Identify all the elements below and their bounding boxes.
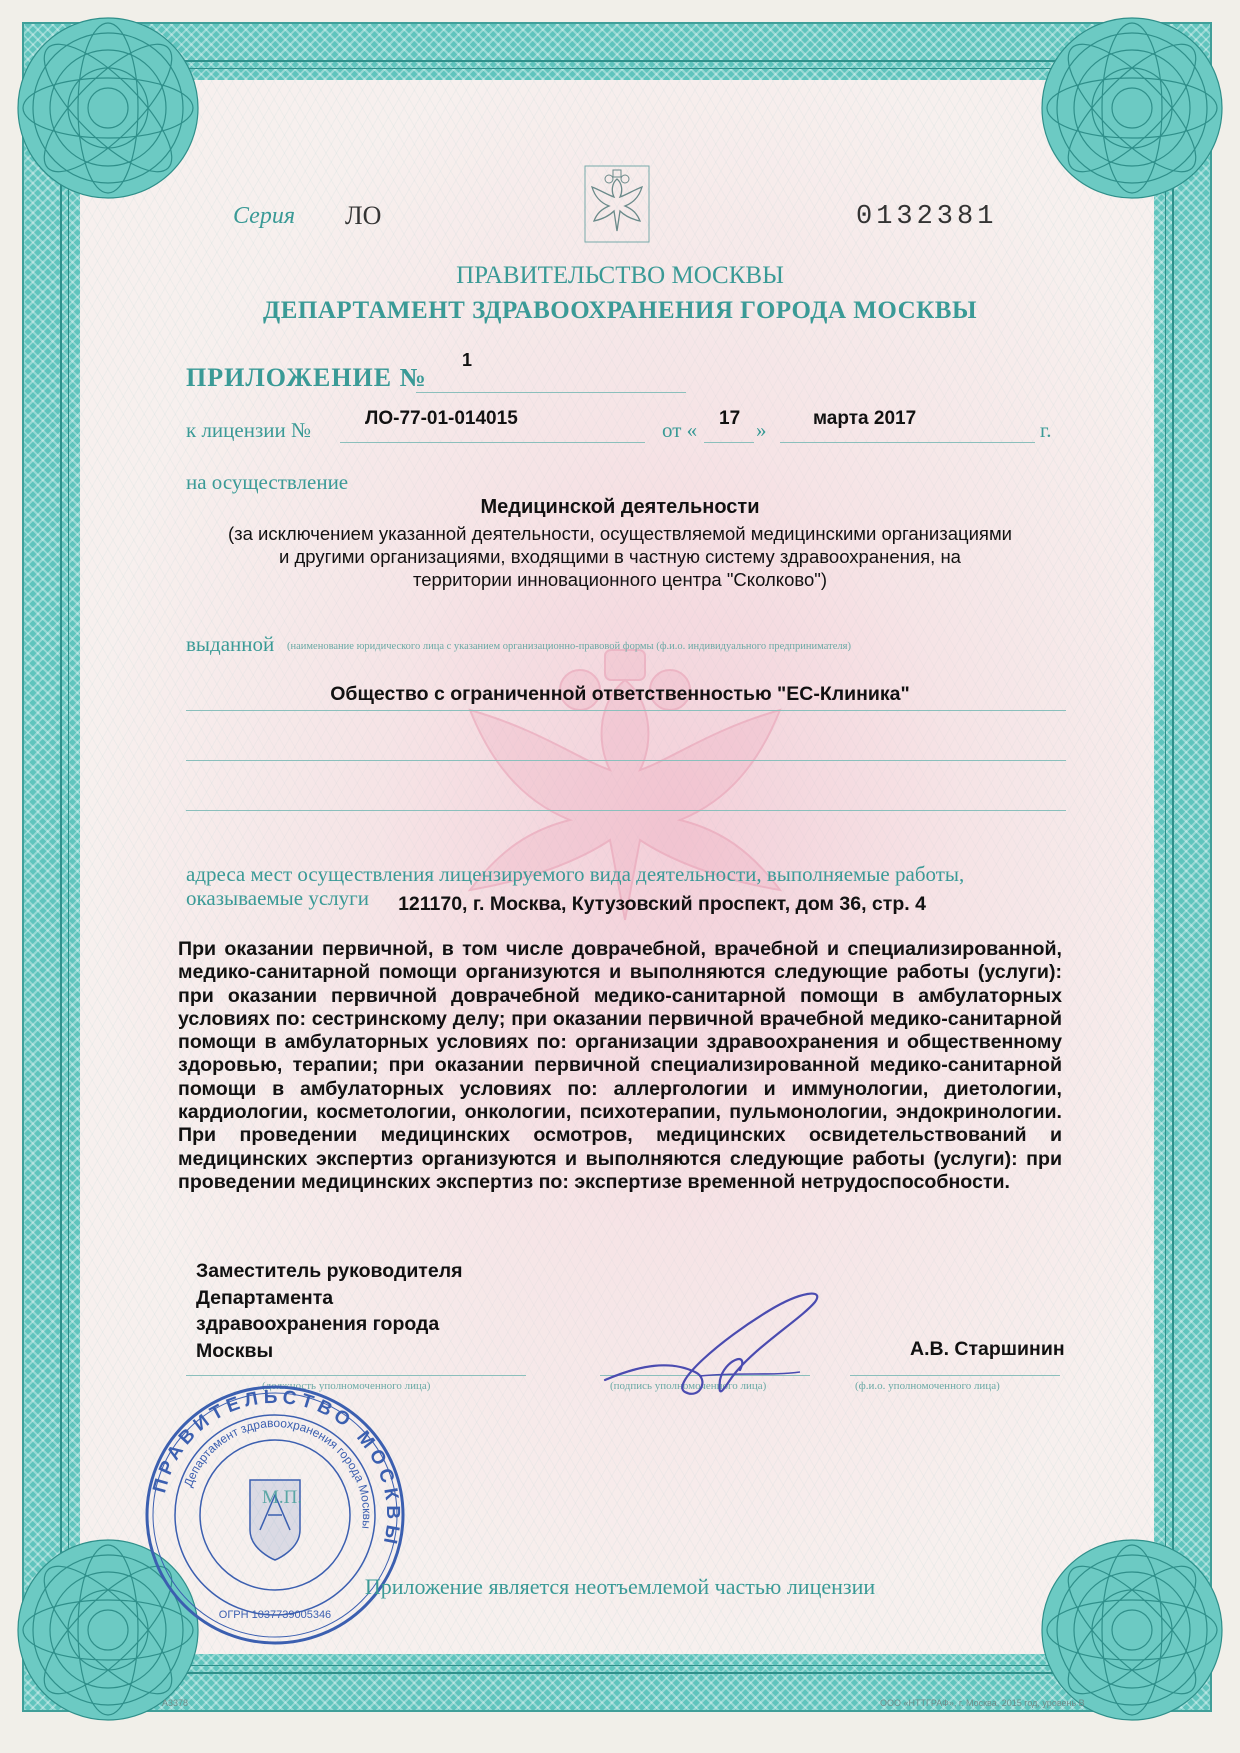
appendix-number-line [416, 392, 686, 393]
position-hint: (должность уполномоченного лица) [262, 1380, 431, 1392]
form-code: А3378 [162, 1698, 189, 1708]
appendix-note: Приложение является неотъемлемой частью лицензии [364, 1574, 876, 1599]
activity-line: и другими организациями, входящими в частную систему здравоохранения, на [279, 546, 961, 567]
printer-info: ООО «НТТГРАФ», г. Москва, 2015 год, уровень В [880, 1698, 1085, 1708]
organization-line [186, 710, 1066, 711]
seal-ogrn: ОГРН 1037739005346 [218, 1609, 332, 1621]
activity-title: Медицинской деятельности [480, 496, 760, 518]
license-month-year: марта 2017 [813, 408, 917, 429]
activity-line: (за исключением указанной деятельности, осуществляемой медицинскими организациями [227, 523, 1013, 544]
seal-inner-text: Департамент здравоохранения города Москвы [180, 1415, 375, 1530]
license-label: к лицензии № [186, 418, 312, 442]
activity-label: на осуществление [186, 470, 349, 494]
address-label: адреса мест осуществления лицензируемого вида деятельности, выполняемые работы, [186, 862, 965, 886]
license-day: 17 [719, 408, 741, 429]
activity-line: территории инновационного центра "Сколково") [412, 569, 827, 590]
day-line [704, 442, 754, 443]
signer-position-line: здравоохранения города [196, 1313, 440, 1335]
issued-label: выданной [186, 632, 275, 656]
blank-line [186, 810, 1066, 811]
signer-position-line: Департамента [196, 1286, 334, 1309]
address-value: 121170, г. Москва, Кутузовский проспект, дом 36, стр. 4 [398, 893, 926, 915]
position-line [186, 1375, 526, 1376]
seal-outer-text: ПРАВИТЕЛЬСТВО МОСКВЫ [149, 1386, 404, 1551]
issued-hint: (наименование юридического лица с указанием организационно-правовой формы (ф.и.о. индивидуального предпринимателя) [287, 641, 851, 652]
name-hint: (ф.и.о. уполномоченного лица) [855, 1380, 1000, 1392]
official-seal-icon [140, 1380, 410, 1650]
signature-hint: (подпись уполномоченного лица) [610, 1380, 767, 1392]
mp-label: М.П. [262, 1487, 303, 1508]
date-prefix: от « [662, 418, 698, 442]
year-suffix: г. [1040, 418, 1052, 442]
date-mid: » [756, 418, 767, 442]
month-line [780, 442, 1035, 443]
department-title: ДЕПАРТАМЕНТ ЗДРАВООХРАНЕНИЯ ГОРОДА МОСКВЫ [263, 297, 977, 324]
name-line [850, 1375, 1060, 1376]
appendix-number: 1 [462, 350, 473, 370]
appendix-label: ПРИЛОЖЕНИЕ № [186, 363, 427, 392]
coat-of-arms-icon [584, 165, 650, 243]
government-title: ПРАВИТЕЛЬСТВО МОСКВЫ [456, 262, 784, 289]
series-label: Серия [233, 203, 295, 229]
form-number: 0132381 [856, 202, 998, 232]
signer-position-line: Заместитель руководителя [196, 1260, 463, 1282]
corner-rosette-icon [8, 8, 208, 208]
organization-name: Общество с ограниченной ответственностью "ЕС-Клиника" [330, 683, 910, 705]
corner-rosette-icon [1032, 8, 1232, 208]
signer-position [196, 1258, 462, 1364]
license-number-line [340, 442, 645, 443]
signer-position-line: Москвы [196, 1339, 274, 1362]
blank-line [186, 760, 1066, 761]
signer-name: А.В. Старшинин [910, 1338, 1065, 1360]
activity-clarification [170, 522, 1070, 591]
handwritten-signature-icon [600, 1280, 830, 1410]
series-value: ЛО [345, 201, 382, 230]
services-description: При оказании первичной, в том числе доврачебной, врачебной и специализированной, медико-санитарной помощи организуются и выполняются следующие работы (услуги): при оказании первичной доврачебной медико-санитарной помощи в амбулаторных условиях по: сестринскому делу; при оказании первичной врачебной медико-санитарной помощи в амбулаторных условиях по: организации здравоохранения и общественному здоровью, терапии; при оказании первичной специализированной медико-санитарной помощи в амбулаторных условиях по: аллергологии и иммунологии, диетологии, кардиологии, косметологии, онкологии, психотерапии, пульмонологии, эндокринологии. При проведении медицинских осмотров, медицинских освидетельствований и медицинских экспертиз организуются и выполняются следующие работы (услуги): при проведении медицинских экспертиз по: экспертизе временной нетрудоспособности. [178, 938, 1062, 1193]
license-number: ЛО-77-01-014015 [365, 408, 518, 429]
address-label-cont: оказываемые услуги [186, 886, 370, 910]
